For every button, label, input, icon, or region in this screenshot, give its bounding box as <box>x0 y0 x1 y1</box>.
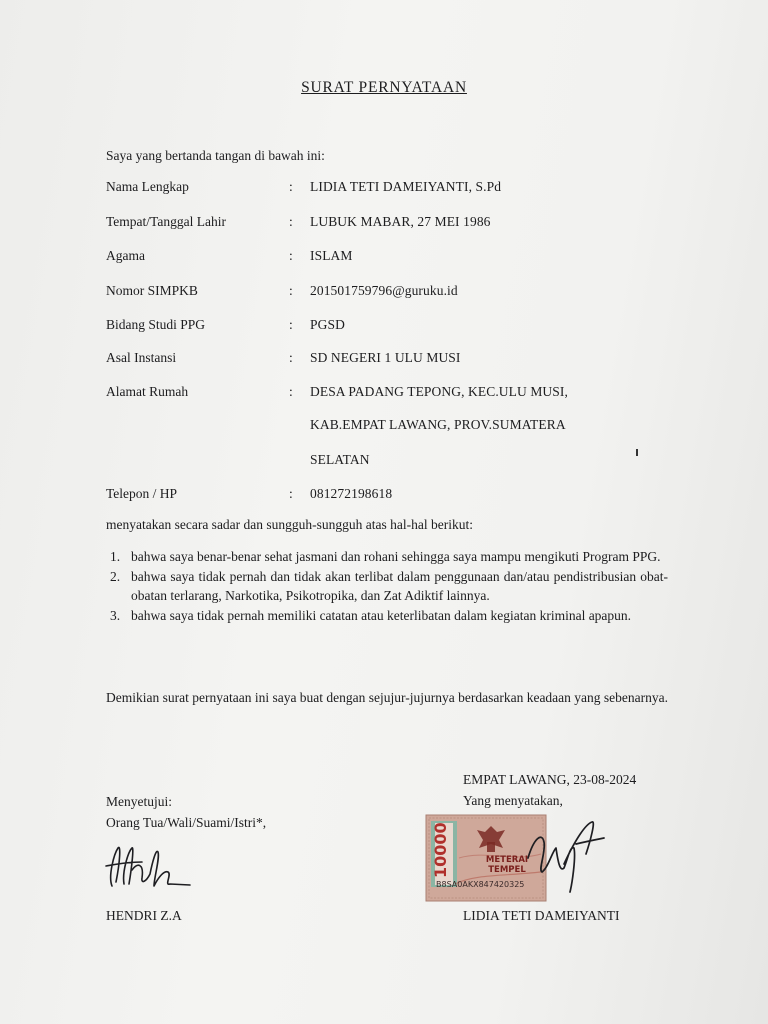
field-colon: : <box>289 317 293 332</box>
signer-signature <box>520 818 610 896</box>
field-colon: : <box>289 283 293 298</box>
field-colon: : <box>289 486 293 501</box>
field-label: Tempat/Tanggal Lahir <box>106 214 226 229</box>
field-value: LIDIA TETI DAMEIYANTI, S.Pd <box>310 179 502 194</box>
field-value: ISLAM <box>310 248 353 263</box>
field-colon: : <box>289 350 293 365</box>
meterai-label: METERAI TEMPEL <box>485 855 529 875</box>
field-label: Bidang Studi PPG <box>106 317 206 332</box>
approver-signature <box>98 838 198 902</box>
field-value: SD NEGERI 1 ULU MUSI <box>310 350 461 365</box>
approval-heading: Menyetujui: <box>106 794 172 809</box>
field-value: 201501759796@guruku.id <box>310 283 458 298</box>
field-label: Nomor SIMPKB <box>106 283 198 298</box>
field-value: LUBUK MABAR, 27 MEI 1986 <box>310 214 491 229</box>
list-item-number: 3. <box>110 608 121 623</box>
list-item-text: bahwa saya benar-benar sehat jasmani dan rohani sehingga saya mampu mengikuti Program PPG. <box>131 549 661 564</box>
intro-text: Saya yang bertanda tangan di bawah ini: <box>106 148 325 163</box>
field-label: Alamat Rumah <box>106 384 189 399</box>
paper-speck <box>636 449 638 456</box>
signer-heading: Yang menyatakan, <box>463 793 563 808</box>
field-colon: : <box>289 214 293 229</box>
place-date: EMPAT LAWANG, 23-08-2024 <box>463 772 637 787</box>
field-label: Agama <box>106 248 145 263</box>
field-colon: : <box>289 179 293 194</box>
list-item-number: 1. <box>110 549 121 564</box>
document-title: SURAT PERNYATAAN <box>301 79 467 96</box>
list-item <box>108 547 668 566</box>
field-colon: : <box>289 384 293 399</box>
field-label: Telepon / HP <box>106 486 178 501</box>
closing-paragraph: Demikian surat pernyataan ini saya buat dengan sejujur-jujurnya berdasarkan keadaan yang sebenarnya. <box>106 690 669 705</box>
field-value: DESA PADANG TEPONG, KEC.ULU MUSI, <box>310 384 568 399</box>
list-item-text: bahwa saya tidak pernah memiliki catatan atau keterlibatan dalam kegiatan kriminal apapun. <box>131 608 632 623</box>
list-item-text: bahwa saya tidak pernah dan tidak akan terlibat dalam penggunaan dan/atau pendistribusian obat-obatan terlarang, Narkotika, Psikotropika, dan Zat Adiktif lainnya. <box>131 569 668 603</box>
approver-name: HENDRI Z.A <box>106 908 182 923</box>
field-value-line-2: KAB.EMPAT LAWANG, PROV.SUMATERA <box>310 417 566 432</box>
field-value-line-3: SELATAN <box>310 452 370 467</box>
field-colon: : <box>289 248 293 263</box>
field-label: Nama Lengkap <box>106 179 189 194</box>
meterai-serial: B8SA0AKX847420325 <box>436 880 525 889</box>
signer-name: LIDIA TETI DAMEIYANTI <box>463 908 620 923</box>
statement-intro: menyatakan secara sadar dan sungguh-sungguh atas hal-hal berikut: <box>106 517 473 532</box>
statement-list <box>108 547 668 626</box>
meterai-value: 10000 <box>431 822 450 878</box>
list-item <box>108 606 668 625</box>
list-item <box>108 567 668 605</box>
field-value: PGSD <box>310 317 345 332</box>
approver-role: Orang Tua/Wali/Suami/Istri*, <box>106 815 267 830</box>
list-item-number: 2. <box>110 569 121 584</box>
field-value: 081272198618 <box>310 486 393 501</box>
field-label: Asal Instansi <box>106 350 177 365</box>
